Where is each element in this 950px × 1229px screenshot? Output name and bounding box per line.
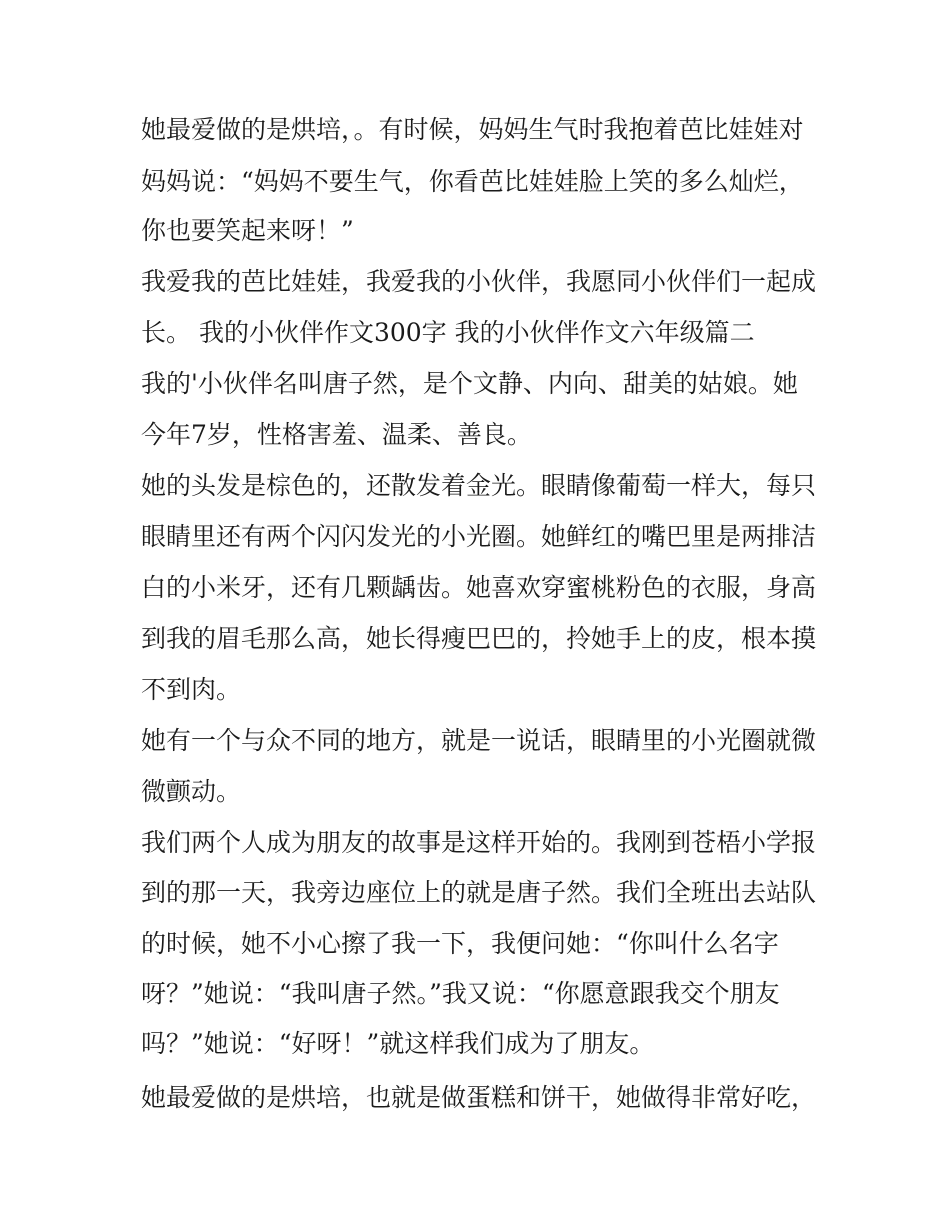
text-line: 吗？”她说：“好呀！”就这样我们成为了朋友。 bbox=[141, 1029, 655, 1058]
text-line: 她最爱做的是烘培，。有时候，妈妈生气时我抱着芭比娃娃对 bbox=[141, 115, 804, 144]
text-line: 不到肉。 bbox=[141, 675, 242, 704]
text-line: 她的头发是棕色的，还散发着金光。眼睛像葡萄一样大，每只 bbox=[141, 471, 817, 500]
text-line: 的时候，她不小心擦了我一下，我便问她：“你叫什么名字 bbox=[141, 929, 779, 958]
text-line: 长。 我的小伙伴作文300字 我的小伙伴作文六年级篇二 bbox=[141, 318, 755, 347]
text-line: 她最爱做的是烘培，也就是做蛋糕和饼干，她做得非常好吃， bbox=[141, 1083, 817, 1112]
text-line: 呀？”她说：“我叫唐子然。”我又说：“你愿意跟我交个朋友 bbox=[141, 979, 780, 1008]
text-line: 妈妈说：“妈妈不要生气，你看芭比娃娃脸上笑的多么灿烂， bbox=[141, 167, 804, 196]
text-line: 今年7岁，性格害羞、温柔、善良。 bbox=[141, 420, 532, 449]
text-line: 眼睛里还有两个闪闪发光的小光圈。她鲜红的嘴巴里是两排洁 bbox=[141, 522, 817, 551]
text-line: 微颤动。 bbox=[141, 777, 242, 806]
text-line: 到我的眉毛那么高，她长得瘦巴巴的，拎她手上的皮，根本摸 bbox=[141, 624, 817, 653]
text-line: 她有一个与众不同的地方，就是一说话，眼睛里的小光圈就微 bbox=[141, 726, 817, 755]
text-line: 你也要笑起来呀！” bbox=[141, 216, 354, 245]
text-line: 白的小米牙，还有几颗龋齿。她喜欢穿蜜桃粉色的衣服，身高 bbox=[141, 573, 817, 602]
text-line: 我爱我的芭比娃娃，我爱我的小伙伴，我愿同小伙伴们一起成 bbox=[141, 267, 817, 296]
text-line: 我们两个人成为朋友的故事是这样开始的。我刚到苍梧小学报 bbox=[141, 828, 817, 857]
text-line: 到的那一天，我旁边座位上的就是唐子然。我们全班出去站队 bbox=[141, 878, 817, 907]
text-line: 我的'小伙伴名叫唐子然，是个文静、内向、甜美的姑娘。她 bbox=[141, 369, 798, 398]
